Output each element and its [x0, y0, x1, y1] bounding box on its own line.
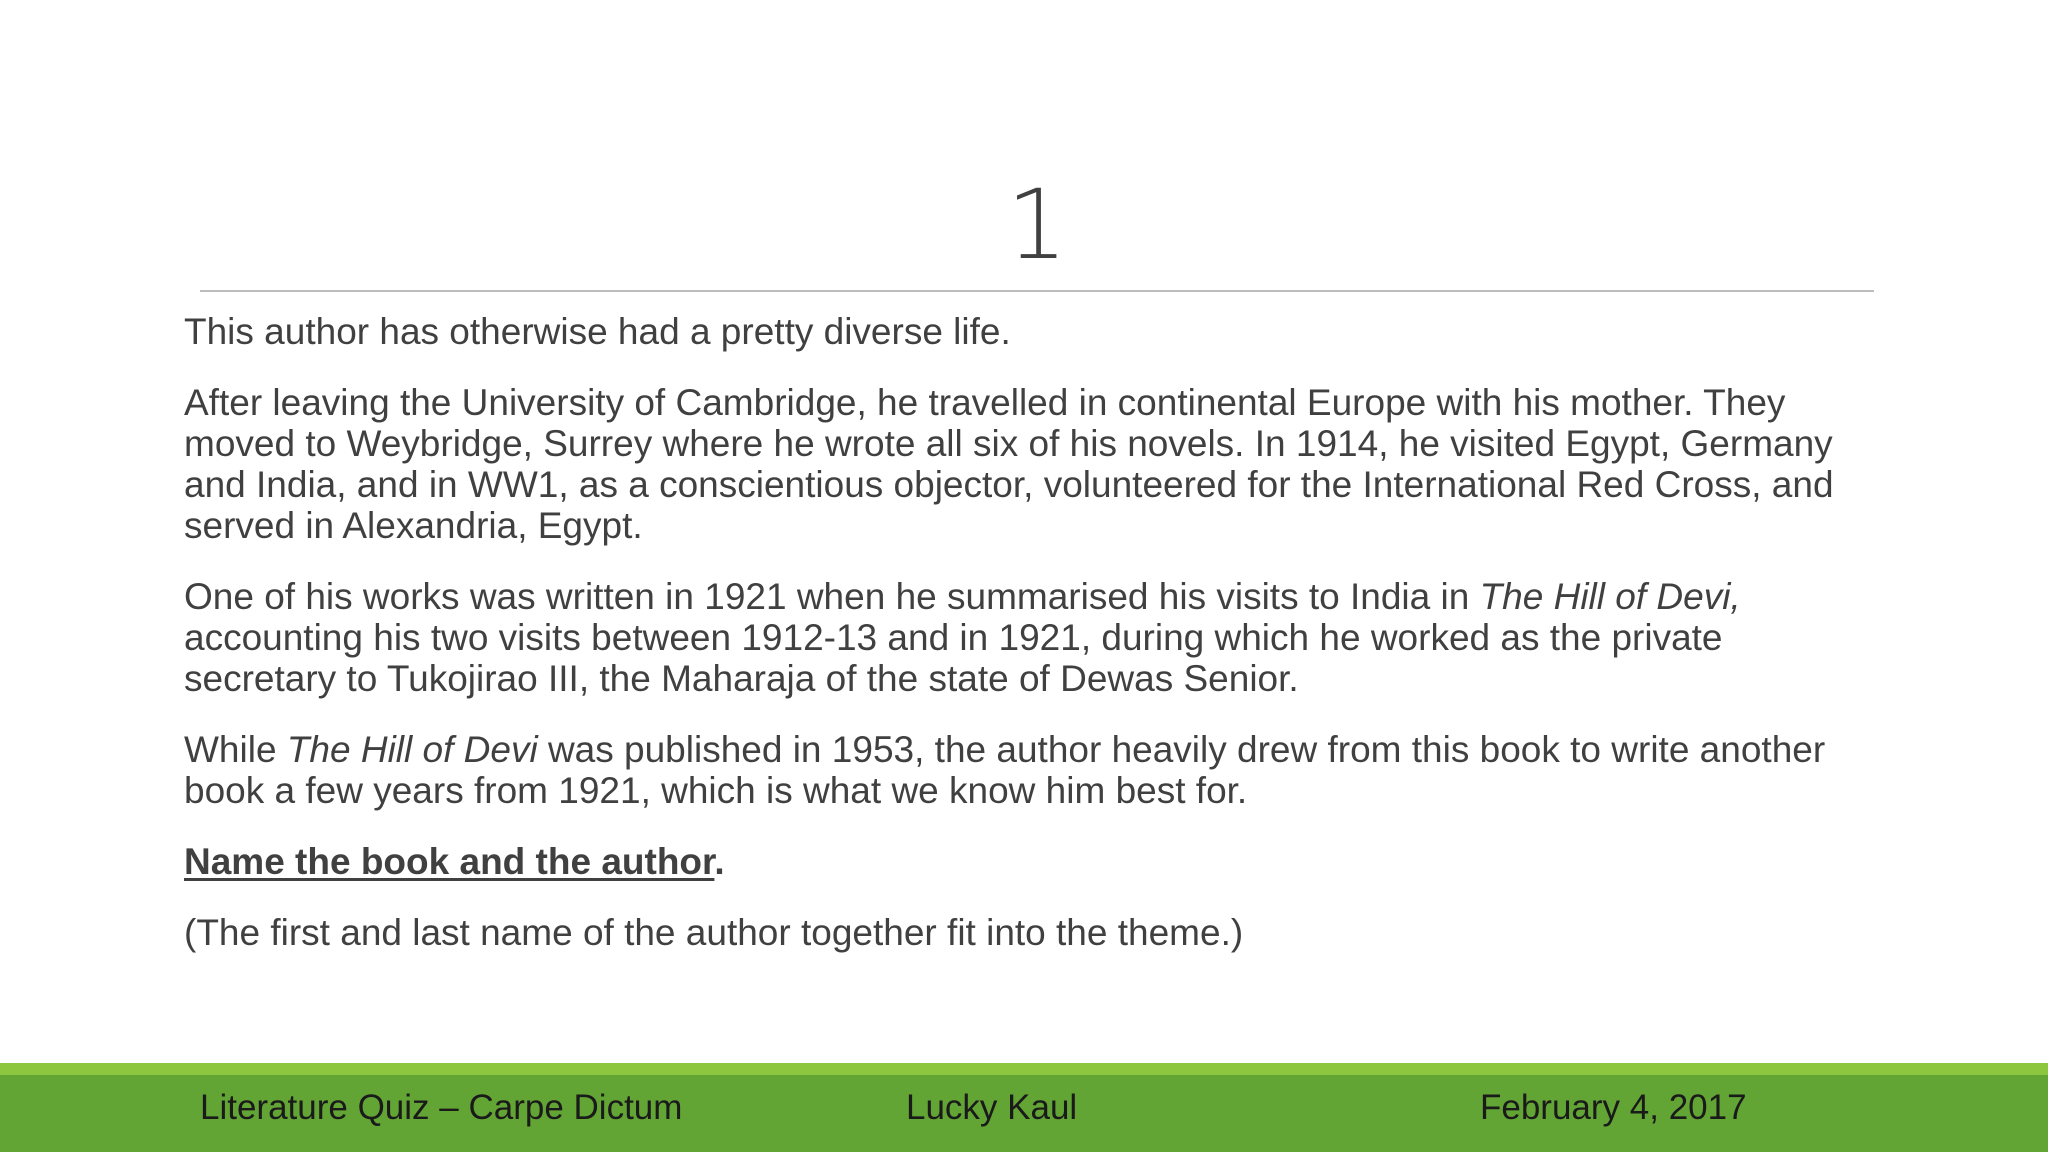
question-period: .	[714, 841, 725, 882]
title-divider	[200, 290, 1874, 292]
paragraph-text: While	[184, 729, 287, 770]
footer-quiz-title: Literature Quiz – Carpe Dictum	[200, 1088, 683, 1127]
paragraph-biography: After leaving the University of Cambridge, he travelled in continental Europe with his mother. They moved to Weybridge, Surrey where he wrote all six of his novels. In 1914, he visited Egypt, Germany and India, and in WW1, as a conscientious objector, volunteered for the International Red Cross, and served in Alexandria, Egypt.	[184, 382, 1834, 546]
footer-accent-stripe	[0, 1063, 2048, 1075]
book-title-italic: The Hill of Devi,	[1479, 576, 1741, 617]
paragraph-text: One of his works was written in 1921 when he summarised his visits to India in	[184, 576, 1480, 617]
slide-title: 1	[1006, 169, 1068, 281]
paragraph-hint: (The first and last name of the author together fit into the theme.)	[184, 912, 1244, 953]
question-text: Name the book and the author	[184, 841, 715, 882]
paragraph-intro: This author has otherwise had a pretty diverse life.	[184, 311, 1011, 352]
book-title-italic: The Hill of Devi	[286, 729, 538, 770]
paragraph-publication	[184, 729, 1874, 811]
footer-date: February 4, 2017	[1480, 1088, 1747, 1127]
question-prompt	[184, 841, 1874, 882]
paragraph-text: was published in 1953, the author heavily drew from this book to write another book a few years from 1921, which is what we know him best for.	[184, 729, 1826, 811]
footer-presenter: Lucky Kaul	[906, 1088, 1078, 1127]
slide-body	[184, 311, 1874, 983]
paragraph-hill-of-devi	[184, 576, 1874, 699]
paragraph-text: accounting his two visits between 1912-13 and in 1921, during which he worked as the private secretary to Tukojirao III, the Maharaja of the state of Dewas Senior.	[184, 617, 1723, 699]
